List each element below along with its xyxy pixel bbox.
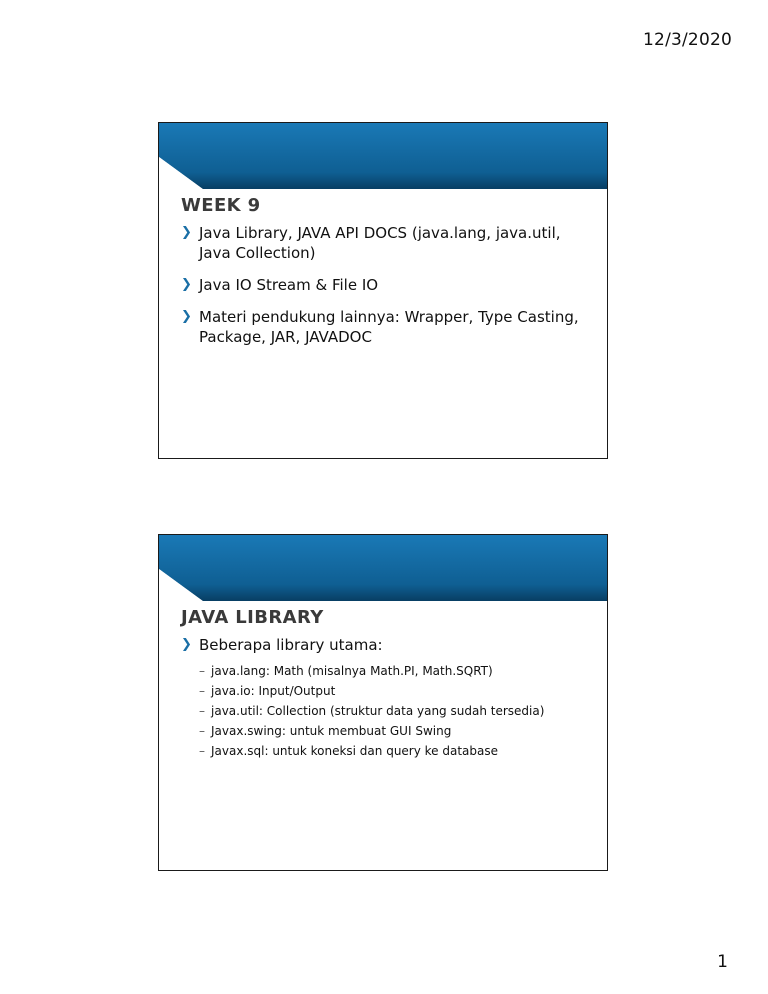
slide-thumbnail <box>158 122 608 459</box>
sub-bullet-item <box>199 741 591 761</box>
page-number: 1 <box>717 952 728 972</box>
sub-bullet-item <box>199 681 591 701</box>
bullet-list <box>173 223 591 359</box>
dash-icon: – <box>199 744 205 758</box>
slide-header-banner <box>159 123 607 189</box>
page-date: 12/3/2020 <box>643 30 732 50</box>
sub-bullet-list <box>199 661 591 761</box>
sub-bullet-item <box>199 661 591 681</box>
chevron-right-icon: ❯ <box>181 225 192 240</box>
dash-icon: – <box>199 724 205 738</box>
chevron-right-icon: ❯ <box>181 309 192 324</box>
slide-title: WEEK 9 <box>181 195 261 216</box>
slide-thumbnail <box>158 534 608 871</box>
chevron-right-icon: ❯ <box>181 637 192 652</box>
slide-title: JAVA LIBRARY <box>181 607 324 628</box>
sub-bullet-text: java.util: Collection (struktur data yang sudah tersedia) <box>211 704 545 718</box>
sub-bullet-text: java.io: Input/Output <box>211 684 336 698</box>
bullet-text: Java Library, JAVA API DOCS (java.lang, java.util, Java Collection) <box>199 224 561 262</box>
bullet-text: Beberapa library utama: <box>199 636 383 654</box>
bullet-text: Materi pendukung lainnya: Wrapper, Type Casting, Package, JAR, JAVADOC <box>199 308 579 346</box>
sub-bullet-item <box>199 721 591 741</box>
dash-icon: – <box>199 664 205 678</box>
bullet-item <box>173 635 591 761</box>
sub-bullet-text: java.lang: Math (misalnya Math.PI, Math.SQRT) <box>211 664 493 678</box>
bullet-item <box>173 307 591 347</box>
dash-icon: – <box>199 704 205 718</box>
sub-bullet-item <box>199 701 591 721</box>
bullet-text: Java IO Stream & File IO <box>199 276 379 294</box>
dash-icon: – <box>199 684 205 698</box>
bullet-list <box>173 635 591 773</box>
slide-header-banner <box>159 535 607 601</box>
bullet-item <box>173 223 591 263</box>
chevron-right-icon: ❯ <box>181 277 192 292</box>
sub-bullet-text: Javax.sql: untuk koneksi dan query ke database <box>211 744 499 758</box>
bullet-item <box>173 275 591 295</box>
sub-bullet-text: Javax.swing: untuk membuat GUI Swing <box>211 724 452 738</box>
